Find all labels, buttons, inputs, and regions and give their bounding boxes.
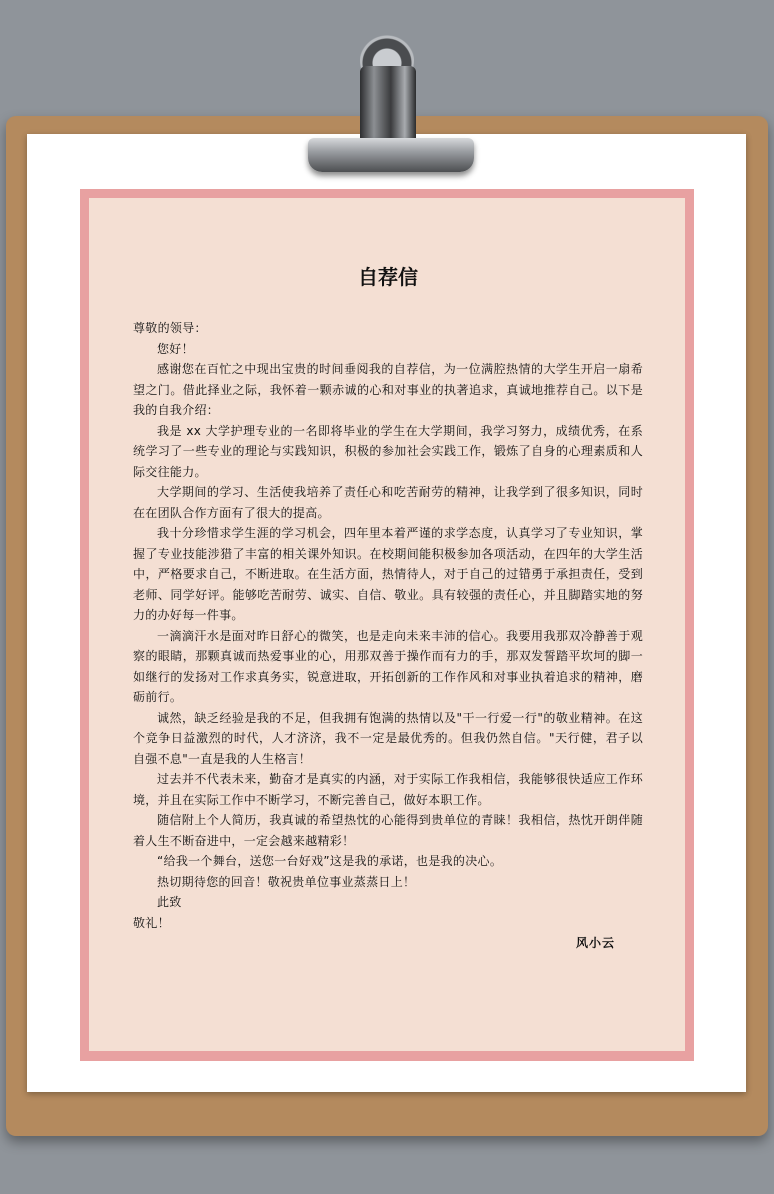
salutation: 尊敬的领导：: [133, 321, 207, 335]
paragraph: “给我一个舞台，送您一台好戏”这是我的承诺，也是我的决心。: [157, 854, 503, 868]
paragraph: 感谢您在百忙之中现出宝贵的时间垂阅我的自荐信，为一位满腔热情的大学生开启一扇希望之门。借此择业之际，我怀着一颗赤诚的心和对事业的执著追求，真诚地推荐自己。以下是我的自我介绍：: [133, 362, 643, 417]
paragraph: 随信附上个人简历，我真诚的希望热忱的心能得到贵单位的青睐！我相信，热忱开朗伴随着人生不断奋进中，一定会越来越精彩！: [133, 813, 643, 848]
paragraph: 过去并不代表未来，勤奋才是真实的内涵，对于实际工作我相信，我能够很快适应工作环境，并且在实际工作中不断学习，不断完善自己，做好本职工作。: [133, 772, 643, 807]
signature: 风小云: [575, 936, 615, 950]
paragraph: 诚然，缺乏经验是我的不足，但我拥有饱满的热情以及"干一行爱一行"的敬业精神。在这个竞争日益激烈的时代，人才济济，我不一定是最优秀的。但我仍然自信。"天行健，君子以自强不息"一直是我的人生格言！: [133, 710, 643, 766]
paragraph: 一滴滴汗水是面对昨日舒心的微笑，也是走向未来丰沛的信心。我要用我那双冷静善于观察的眼睛，那颗真诚而热爱事业的心，用那双善于操作而有力的手，那双发誓踏平坎坷的脚一如继行的发扬对工作求真务实，锐意进取，开拓创新的工作作风和对事业执着追求的精神，磨砺前行。: [133, 628, 643, 704]
closing-line-1: 此致: [157, 895, 182, 909]
paragraph: 我十分珍惜求学生涯的学习机会，四年里本着严谨的求学态度，认真学习了专业知识，掌握了专业技能涉猎了丰富的相关课外知识。在校期间能积极参加各项活动，在四年的大学生活中，严格要求自己，不断进取。在生活方面，热情待人，对于自己的过错勇于承担责任，受到老师、同学好评。能够吃苦耐劳、诚实、自信、敬业。具有较强的责任心，并且脚踏实地的努力的办好每一件事。: [133, 526, 643, 622]
paragraph: 我是 xx 大学护理专业的一名即将毕业的学生在大学期间，我学习努力，成绩优秀，在系统学习了一些专业的理论与实践知识，积极的参加社会实践工作，锻炼了自身的心理素质和人际交往能力。: [133, 423, 643, 479]
greeting: 您好！: [157, 341, 194, 356]
closing-line-2: 敬礼！: [133, 915, 170, 930]
paragraph: 大学期间的学习、生活使我培养了责任心和吃苦耐劳的精神，让我学到了很多知识，同时在在团队合作方面有了很大的提高。: [133, 485, 643, 520]
paragraph: 热切期待您的回音！敬祝贵单位事业蒸蒸日上！: [157, 874, 416, 889]
letter-body: [133, 262, 643, 954]
letter-title: 自荐信: [358, 265, 418, 289]
